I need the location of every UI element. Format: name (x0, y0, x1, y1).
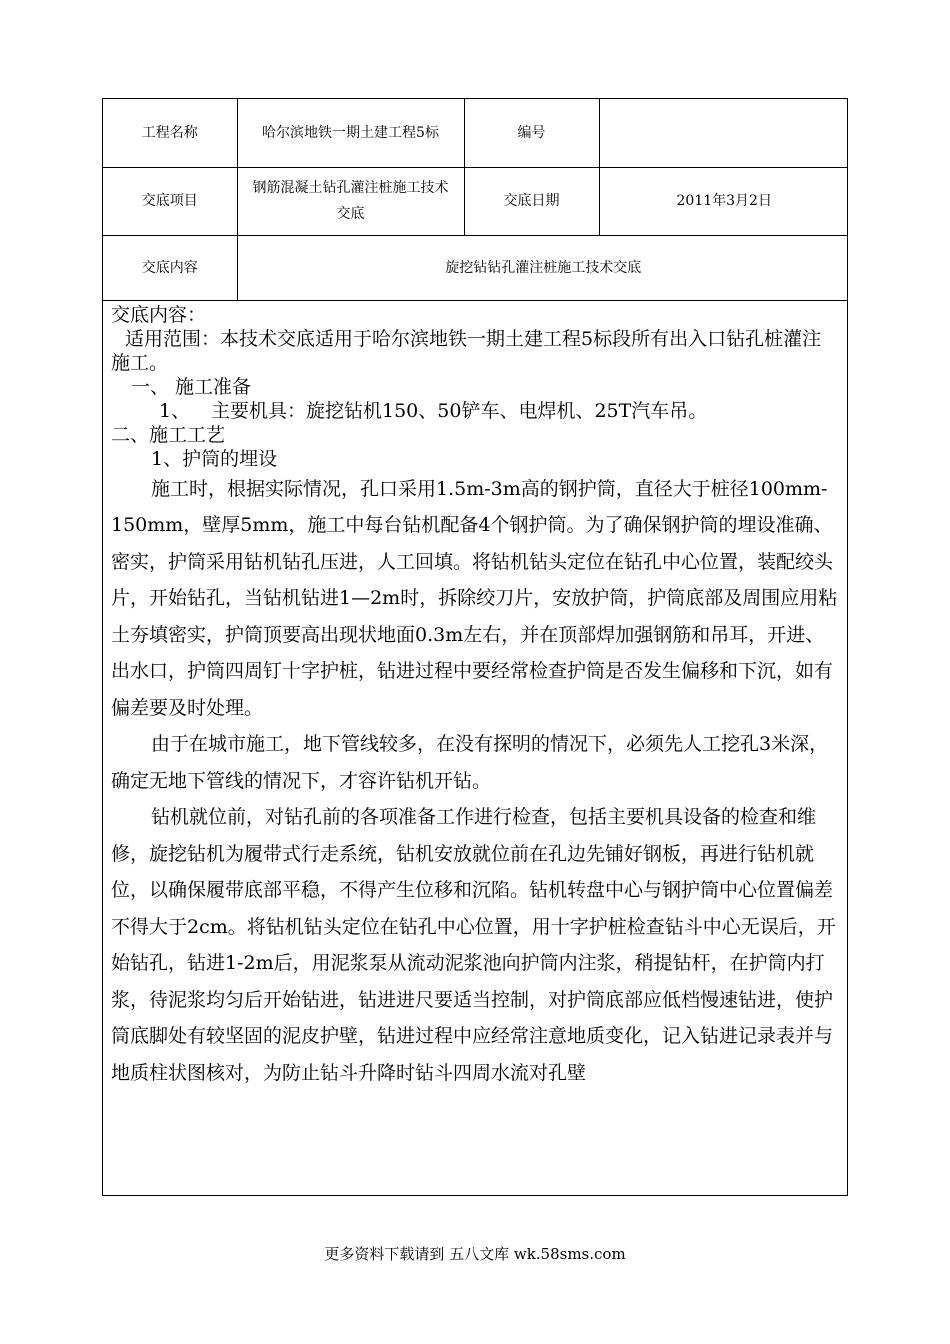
prep-item-1-number: 1、 (159, 399, 191, 422)
paragraph-drilling: 钻机就位前，对钻孔前的各项准备工作进行检查，包括主要机具设备的检查和维修，旋挖钻机为履带式行走系统，钻机安放就位前在孔边先铺好钢板，再进行钻机就位，以确保履带底部平稳，不得产生位移和沉陷。钻机转盘中心与钢护筒中心位置偏差不得大于2cm。将钻机钻头定位在钻孔中心位置，用十字护桩检查钻斗中心无误后，开始钻孔，钻进1-2m后，用泥浆泵从流动泥浆池向护筒内注浆，稍提钻杆，在护筒内打浆，待泥浆均匀后开始钻进，钻进进尺要适当控制，对护筒底部应低档慢速钻进，使护筒底脚处有较坚固的泥皮护壁，钻进过程中应经常注意地质变化，记入钻进记录表并与地质柱状图核对，为防止钻斗升降时钻斗四周水流对孔壁 (111, 806, 836, 1084)
date-value: 2011年3月2日 (599, 167, 848, 235)
section2-title: 二、施工工艺 (111, 423, 226, 446)
number-label: 编号 (464, 99, 599, 167)
header-row-project (103, 99, 848, 167)
item-value: 钢筋混凝土钻孔灌注桩施工技术交底 (237, 167, 464, 235)
number-value (599, 99, 848, 167)
disclosure-body (103, 301, 847, 1092)
project-name-value: 哈尔滨地铁一期土建工程5标 (237, 99, 464, 167)
section1-title: 一、 施工准备 (131, 375, 252, 398)
sub1-title: 1、护筒的埋设 (151, 447, 278, 470)
date-label: 交底日期 (464, 167, 599, 235)
project-name-label: 工程名称 (103, 99, 237, 167)
header-table (103, 99, 848, 301)
prep-item-1-text: 主要机具：旋挖钻机150、50铲车、电焊机、25T汽车吊。 (211, 399, 708, 422)
scope-paragraph: 适用范围：本技术交底适用于哈尔滨地铁一期土建工程5标段所有出入口钻孔桩灌注施工。 (111, 327, 822, 374)
paragraph-casing: 施工时，根据实际情况，孔口采用1.5m-3m高的钢护筒，直径大于桩径100mm-150mm，壁厚5mm，施工中每台钻机配备4个钢护筒。为了确保钢护筒的埋设准确、密实，护筒采用钻机钻孔压进，人工回填。将钻机钻头定位在钻孔中心位置，装配绞头片，开始钻孔，当钻机钻进1—2m时，拆除绞刀片，安放护筒，护筒底部及周围应用粘土夯填密实，护筒顶要高出现状地面0.3m左右，并在顶部焊加强钢筋和吊耳，开进、出水口，护筒四周钉十字护桩，钻进过程中要经常检查护筒是否发生偏移和下沉，如有偏差要及时处理。 (111, 477, 838, 719)
content-value: 旋挖钻钻孔灌注桩施工技术交底 (237, 235, 848, 300)
item-label: 交底项目 (103, 167, 237, 235)
disclosure-form (102, 98, 848, 1196)
header-row-content (103, 235, 848, 300)
content-title: 交底内容： (111, 303, 207, 326)
footer-note: 更多资料下载请到 五八文库 wk.58sms.com (324, 1245, 626, 1263)
content-label: 交底内容 (103, 235, 237, 300)
paragraph-pipelines: 由于在城市施工，地下管线较多，在没有探明的情况下，必须先人工挖孔3米深，确定无地下管线的情况下，才容许钻机开钻。 (111, 733, 829, 792)
header-row-item (103, 167, 848, 235)
prep-item-1 (111, 399, 839, 423)
